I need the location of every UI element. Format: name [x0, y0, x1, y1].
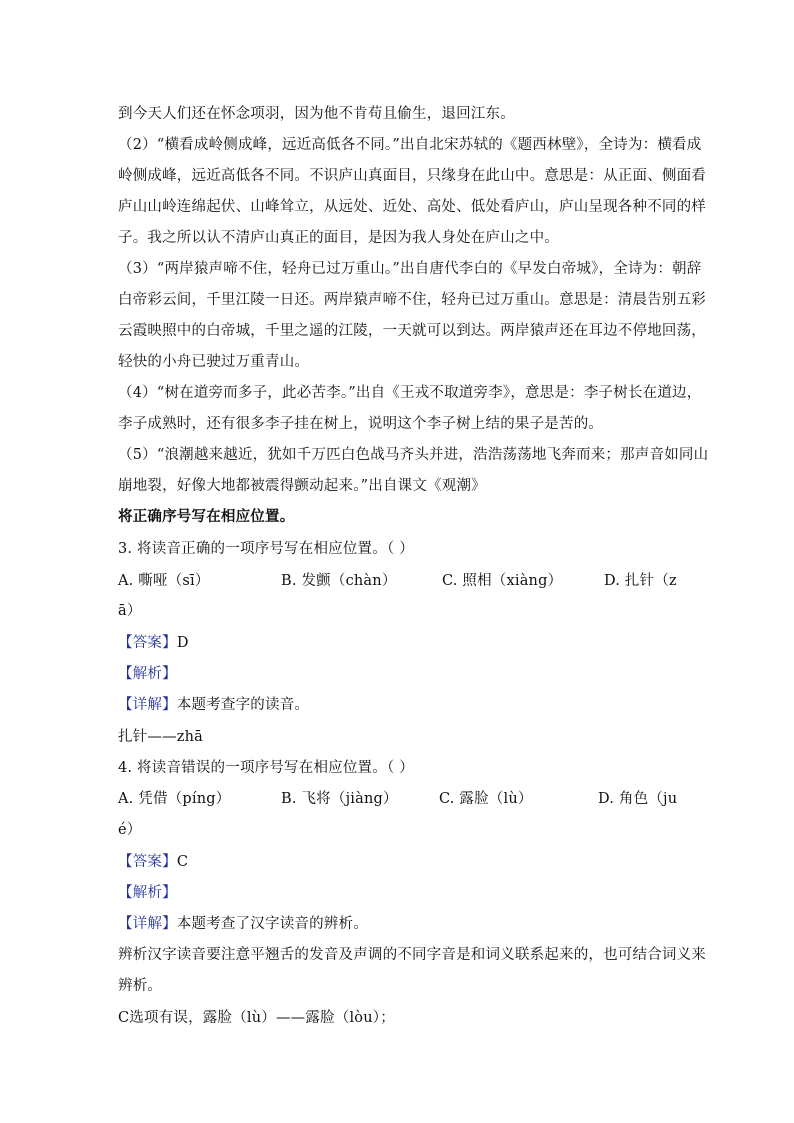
option-d-wrap: ā） [118, 603, 142, 619]
detail-text: 本题考查了汉字读音的辨析。 [176, 916, 368, 932]
option-d: D. 扎针（z [604, 573, 677, 589]
detail-text: 本题考查字的读音。 [176, 697, 310, 713]
passage-line: 轻快的小舟已驶过万重青山。 [118, 354, 310, 370]
detail-note: 扎针——zhā [118, 729, 204, 745]
option-b: B. 飞将（jiàng） [281, 791, 398, 807]
question-3-stem: 3. 将读音正确的一项序号写在相应位置。（ ） [118, 541, 414, 557]
analysis-tag: 【解析】 [118, 885, 177, 901]
passage-line: 庐山山岭连绵起伏、山峰耸立，从远处、近处、高处、低处看庐山，庐山呈现各种不同的样 [118, 199, 706, 215]
answer-tag: 【答案】 [118, 635, 177, 651]
question-4-stem: 4. 将读音错误的一项序号写在相应位置。（ ） [118, 760, 414, 776]
detail-body-line: 辨析。 [118, 978, 163, 994]
option-d: D. 角色（ju [598, 791, 678, 807]
analysis-line [118, 883, 678, 903]
answer-tag: 【答案】 [118, 854, 177, 870]
instruction: 将正确序号写在相应位置。 [118, 508, 295, 525]
passage-line: 云霞映照中的白帝城，千里之遥的江陵，一天就可以到达。两岸猿声还在耳边不停地回荡， [118, 323, 706, 339]
detail-line [118, 914, 678, 934]
option-a: A. 凭借（píng） [118, 791, 231, 807]
passage-line: （3）“两岸猿声啼不住，轻舟已过万重山。”出自唐代李白的《早发白帝城》，全诗为：朝辞 [118, 261, 702, 277]
option-b: B. 发颤（chàn） [281, 573, 397, 589]
passage-line: 崩地裂，好像大地都被震得颤动起来。”出自课文《观潮》 [118, 478, 486, 494]
answer-line [118, 852, 678, 872]
passage-line: 白帝彩云间，千里江陵一日还。两岸猿声啼不住，轻舟已过万重山。意思是：清晨告别五彩 [118, 292, 706, 308]
detail-tag: 【详解】 [118, 697, 177, 713]
answer-line [118, 633, 678, 653]
analysis-line [118, 664, 678, 684]
passage-line: 到今天人们还在怀念项羽，因为他不肯苟且偷生，退回江东。 [118, 106, 515, 122]
passage-line: （5）“浪潮越来越近，犹如千万匹白色战马齐头并进，浩浩荡荡地飞奔而来；那声音如同山 [118, 447, 709, 463]
option-c: C. 露脸（lù） [439, 791, 533, 807]
passage-line: 子。我之所以认不清庐山真正的面目，是因为我人身处在庐山之中。 [118, 230, 559, 246]
passage-line: （4）“树在道旁而多子，此必苦李。”出自《王戎不取道旁李》，意思是：李子树长在道边， [118, 385, 702, 401]
analysis-tag: 【解析】 [118, 666, 177, 682]
answer-value: D [176, 635, 189, 651]
detail-body-line: C选项有误，露脸（lù）——露脸（lòu）； [118, 1010, 395, 1026]
option-a: A. 嘶哑（sī） [118, 573, 210, 589]
option-c: C. 照相（xiàng） [442, 573, 563, 589]
option-d-wrap: é） [118, 822, 142, 838]
passage-line: （2）“横看成岭侧成峰，远近高低各不同。”出自北宋苏轼的《题西林壁》，全诗为：横看成 [118, 137, 702, 153]
answer-value: C [176, 854, 189, 870]
passage-line: 岭侧成峰，远近高低各不同。不识庐山真面目，只缘身在此山中。意思是：从正面、侧面看 [118, 168, 706, 184]
detail-line [118, 695, 678, 715]
detail-tag: 【详解】 [118, 916, 177, 932]
detail-body-line: 辨析汉字读音要注意平翘舌的发音及声调的不同字音是和词义联系起来的，也可结合词义来 [118, 947, 706, 963]
passage-line: 李子成熟时，还有很多李子挂在树上，说明这个李子树上结的果子是苦的。 [118, 416, 604, 432]
